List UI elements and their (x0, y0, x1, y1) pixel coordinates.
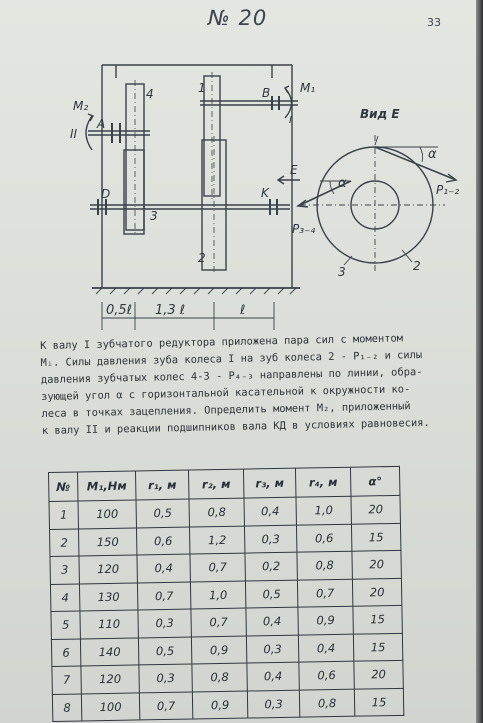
label-a: A (97, 117, 106, 131)
table-cell: 20 (352, 550, 401, 578)
header-cell: α° (350, 466, 399, 496)
table-cell: 0,5 (138, 637, 191, 665)
table-cell: 0,3 (246, 635, 298, 663)
moment-m2-arrow (86, 116, 92, 150)
table-cell: 4 (50, 583, 79, 611)
table-cell: 15 (353, 605, 402, 633)
label-k: K (261, 186, 269, 200)
header-cell: M₁,Нм (78, 471, 136, 501)
view-alpha-top: α (428, 147, 437, 162)
label-p34: P₃₋₄ (292, 222, 316, 236)
table-cell: 0,8 (297, 551, 352, 579)
table-cell: 0,9 (191, 636, 246, 664)
table-cell: 0,3 (139, 664, 192, 692)
view-label-3: 3 (338, 265, 346, 279)
view-title: Вид E (360, 107, 400, 121)
label-gear-3: 3 (150, 209, 158, 223)
page-edge-shadow (476, 0, 483, 723)
label-gear-2: 2 (198, 251, 206, 265)
dim-1-3l: 1,3 ℓ (155, 303, 186, 318)
gear-3 (124, 150, 144, 234)
header-cell: r₂, м (188, 469, 243, 499)
table-cell: 8 (52, 693, 81, 721)
table-cell: 0,5 (245, 580, 297, 608)
header-cell: № (49, 472, 79, 502)
label-b: B (262, 86, 271, 100)
text-line: к валу II и реакции подшипников вала КД в условиях равновесия. (41, 416, 430, 437)
table-cell: 0,3 (138, 609, 191, 637)
table-cell: 0,6 (136, 527, 189, 555)
page-number: 33 (427, 16, 441, 29)
table-cell: 1,0 (296, 496, 351, 524)
problem-number: № 20 (208, 6, 268, 30)
table-cell: 15 (353, 633, 402, 661)
header-cell: r₁, м (135, 470, 188, 500)
gear-4 (126, 84, 144, 230)
table-cell: 15 (351, 523, 400, 551)
table-cell: 130 (79, 582, 137, 611)
label-d: D (101, 187, 111, 201)
table-cell: 6 (51, 638, 80, 666)
label-p12: P₁₋₂ (436, 183, 460, 197)
table-cell: 20 (352, 578, 401, 606)
variants-table-wrap (48, 466, 404, 722)
table-cell: 0,3 (244, 525, 296, 553)
table-cell: 150 (78, 527, 136, 556)
text-line: Mᵢ. Силы давления зуба колеса I на зуб колеса 2 - P₁₋₂ и силы (40, 349, 423, 369)
table-cell: 0,9 (298, 606, 353, 634)
problem-statement (40, 329, 470, 440)
view-alpha-left: α (338, 176, 347, 191)
table-cell: 0,4 (246, 607, 298, 635)
table-cell: 0,4 (244, 497, 296, 525)
label-m1: M₁ (300, 81, 316, 95)
table-cell: 7 (52, 666, 81, 694)
table-cell: 1,0 (190, 581, 245, 609)
table-cell: 0,4 (247, 662, 299, 690)
header-cell: r₃, м (243, 468, 295, 498)
table-cell: 1 (49, 501, 78, 529)
table-cell: 1,2 (189, 526, 244, 554)
table-cell: 20 (351, 495, 400, 523)
label-gear-4: 4 (146, 87, 154, 101)
table-cell: 100 (81, 692, 139, 721)
dim-l: ℓ (240, 303, 246, 318)
table-cell: 0,4 (298, 634, 353, 662)
label-shaft-ii: II (70, 127, 78, 141)
text-line: зующей угол α с горизонтальной касательной к окружности ко- (41, 383, 411, 403)
text-line: К валу I зубчатого редуктора приложена пара сил с моментом (40, 332, 404, 352)
table-cell: 0,9 (192, 691, 247, 719)
table-cell: 0,5 (136, 499, 189, 527)
table-cell: 5 (51, 611, 80, 639)
label-shaft-i: I (289, 115, 292, 126)
table-cell: 0,8 (189, 498, 244, 526)
table-cell: 100 (78, 500, 136, 529)
table-row (52, 688, 403, 722)
table-cell: 120 (81, 665, 139, 694)
table-cell: 0,2 (245, 552, 297, 580)
table-cell: 20 (354, 660, 403, 688)
table-cell: 0,7 (139, 692, 192, 720)
table-cell: 140 (80, 637, 138, 666)
table-cell: 15 (354, 688, 403, 716)
table-cell: 0,6 (299, 661, 354, 689)
table-cell: 0,3 (247, 690, 299, 718)
table-cell: 0,8 (192, 663, 247, 691)
gear-reducer-figure (0, 0, 476, 340)
table-cell: 0,4 (137, 554, 190, 582)
force-p12-line (375, 147, 456, 180)
header-cell: r₄, м (295, 467, 350, 497)
label-m2: M₂ (73, 99, 89, 113)
table-cell: 0,7 (191, 608, 246, 636)
table-cell: 2 (49, 528, 78, 556)
label-e: E (290, 163, 298, 177)
text-line: давления зубчатых колес 4-3 - P₄₋₃ направлены по линии, обра- (40, 366, 423, 386)
table-cell: 0,7 (137, 582, 190, 610)
text-line: леса в точках зацепления. Определить момент M₂, приложенный (41, 400, 411, 420)
table-cell: 0,7 (190, 553, 245, 581)
variants-table (48, 466, 404, 722)
table-cell: 3 (50, 556, 79, 584)
dim-0-5l: 0,5ℓ (106, 303, 133, 318)
table-cell: 0,6 (296, 524, 351, 552)
label-gear-1: 1 (198, 81, 206, 95)
table-cell: 120 (79, 555, 137, 584)
table-cell: 0,7 (297, 579, 352, 607)
table-cell: 110 (80, 610, 138, 639)
table-cell: 0,8 (299, 689, 354, 717)
view-label-2: 2 (413, 259, 421, 273)
